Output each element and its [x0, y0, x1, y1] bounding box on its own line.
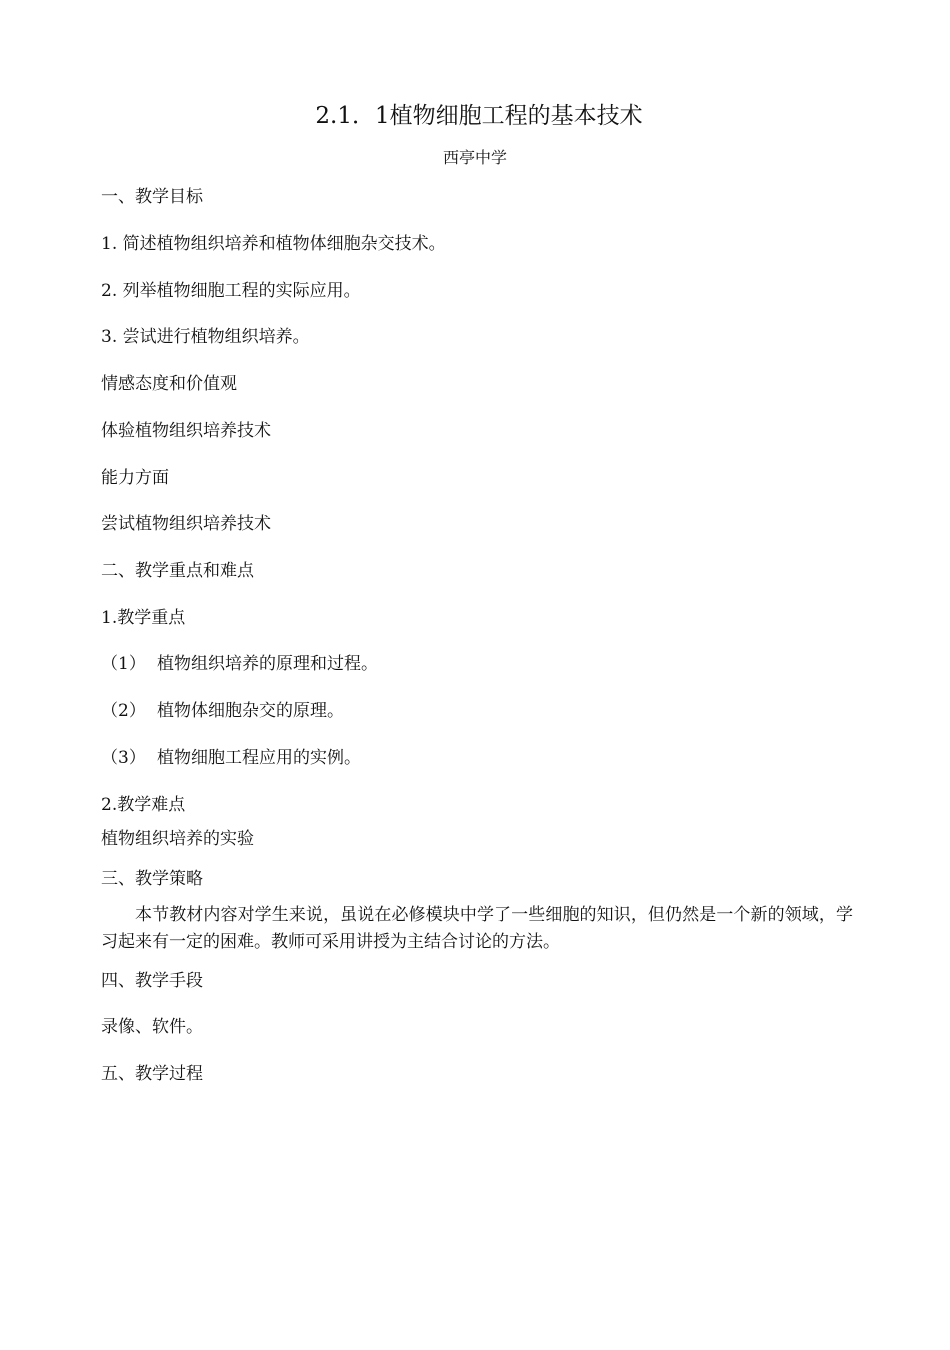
means-text: 录像、软件。 [101, 1017, 203, 1037]
key-point-text: 植物体细胞杂交的原理。 [157, 701, 344, 721]
document-title: 2.1．1植物细胞工程的基本技术 [315, 103, 643, 129]
key-point-number: （2） [101, 701, 146, 721]
emotion-heading: 情感态度和价值观 [101, 374, 237, 394]
key-point-item [101, 653, 378, 675]
section-heading-strategy: 三、教学策略 [101, 869, 203, 889]
difficulty-text: 植物组织培养的实验 [101, 829, 254, 849]
key-point-item [101, 700, 344, 722]
strategy-paragraph: 本节教材内容对学生来说，虽说在必修模块中学了一些细胞的知识，但仍然是一个新的领域，学习起来有一定的困难。教师可采用讲授为主结合讨论的方法。 [101, 905, 853, 952]
key-points-heading: 1.教学重点 [101, 608, 186, 628]
section-heading-process: 五、教学过程 [101, 1064, 203, 1084]
key-point-text: 植物细胞工程应用的实例。 [157, 748, 361, 768]
section-heading-key-points: 二、教学重点和难点 [101, 561, 254, 581]
key-point-text: 植物组织培养的原理和过程。 [157, 654, 378, 674]
ability-text: 尝试植物组织培养技术 [101, 514, 271, 534]
key-point-number: （1） [101, 654, 146, 674]
key-point-number: （3） [101, 748, 146, 768]
objective-item-1: 1. 简述植物组织培养和植物体细胞杂交技术。 [101, 234, 446, 254]
section-heading-objectives: 一、教学目标 [101, 187, 203, 207]
key-point-item [101, 747, 361, 769]
objective-item-2: 2. 列举植物细胞工程的实际应用。 [101, 281, 361, 301]
objective-item-3: 3. 尝试进行植物组织培养。 [101, 327, 310, 347]
ability-heading: 能力方面 [101, 468, 169, 488]
emotion-text: 体验植物组织培养技术 [101, 421, 271, 441]
difficulty-heading: 2.教学难点 [101, 795, 186, 815]
school-name: 西亭中学 [442, 148, 507, 167]
section-heading-means: 四、教学手段 [101, 971, 203, 991]
